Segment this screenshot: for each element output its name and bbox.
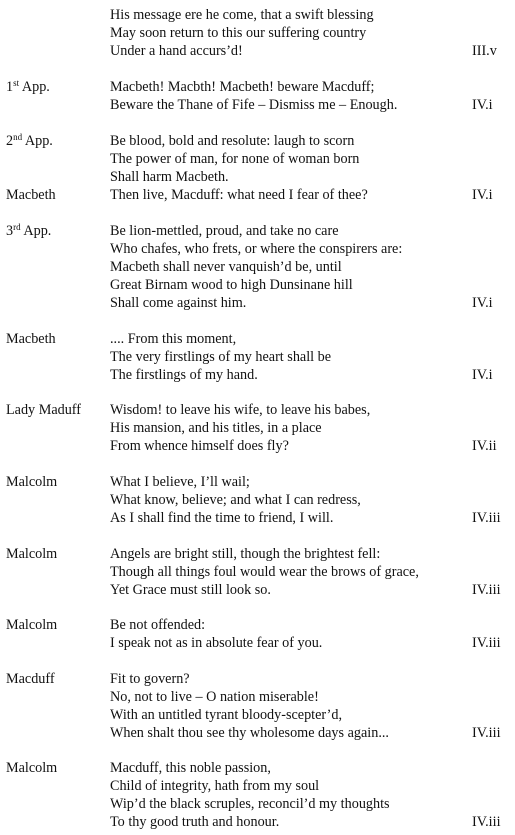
verse-line: Wisdom! to leave his wife, to leave his babes,	[110, 402, 371, 418]
speaker-name: 2nd App.	[6, 132, 53, 149]
verse-line: .... From this moment,	[110, 331, 237, 347]
speaker-name: Macbeth	[6, 187, 56, 203]
speaker-name: Macbeth	[6, 331, 56, 347]
act-scene-ref: IV.ii	[472, 438, 497, 454]
act-scene-ref: IV.i	[472, 97, 493, 113]
verse-line: From whence himself does fly?	[110, 438, 289, 454]
verse-line: Fit to govern?	[110, 671, 190, 687]
act-scene-ref: IV.i	[472, 295, 493, 311]
verse-line: Macduff, this noble passion,	[110, 760, 271, 776]
verse-line: To thy good truth and honour.	[110, 814, 280, 830]
verse-line: Be not offended:	[110, 617, 206, 633]
verse-line: Angels are bright still, though the brightest fell:	[110, 546, 381, 562]
verse-line: May soon return to this our suffering country	[110, 25, 367, 41]
verse-line: Macbeth shall never vanquish’d be, until	[110, 259, 342, 275]
verse-line: No, not to live – O nation miserable!	[110, 689, 319, 705]
verse-line: Be lion-mettled, proud, and take no care	[110, 223, 339, 239]
verse-line: The firstlings of my hand.	[110, 367, 258, 383]
verse-line: Wip’d the black scruples, reconcil’d my thoughts	[110, 796, 390, 812]
verse-line: Though all things foul would wear the brows of grace,	[110, 564, 419, 580]
verse-line: When shalt thou see thy wholesome days again...	[110, 725, 389, 741]
verse-line: His message ere he come, that a swift blessing	[110, 7, 374, 23]
verse-line: With an untitled tyrant bloody-scepter’d,	[110, 707, 343, 723]
speaker-name: 1st App.	[6, 78, 50, 95]
quote-lines	[110, 401, 370, 455]
quote-lines	[110, 759, 390, 831]
verse-line: Shall come against him.	[110, 295, 247, 311]
act-scene-ref: IV.iii	[472, 725, 501, 741]
quote-lines	[110, 330, 331, 384]
act-scene-ref: IV.iii	[472, 582, 501, 598]
verse-line: Who chafes, who frets, or where the conspirers are:	[110, 241, 403, 257]
verse-line: His mansion, and his titles, in a place	[110, 420, 322, 436]
act-scene-ref: III.v	[472, 43, 497, 59]
verse-line: Child of integrity, hath from my soul	[110, 778, 320, 794]
speaker-name: Macduff	[6, 671, 55, 687]
speaker-name: Lady Maduff	[6, 402, 81, 418]
quote-lines	[110, 616, 322, 652]
verse-line: The very firstlings of my heart shall be	[110, 349, 332, 365]
speaker-name: Malcolm	[6, 617, 58, 633]
quote-lines	[110, 222, 402, 312]
speaker-name: Malcolm	[6, 760, 58, 776]
quote-lines	[110, 6, 374, 60]
speaker-name: 3rd App.	[6, 222, 52, 239]
verse-line: Shall harm Macbeth.	[110, 169, 229, 185]
verse-line: As I shall find the time to friend, I will.	[110, 510, 334, 526]
act-scene-ref: IV.i	[472, 187, 493, 203]
verse-line: What know, believe; and what I can redress,	[110, 492, 361, 508]
verse-line: What I believe, I’ll wail;	[110, 474, 250, 490]
speaker-name: Malcolm	[6, 546, 58, 562]
act-scene-ref: IV.iii	[472, 635, 501, 651]
verse-line: Beware the Thane of Fife – Dismiss me – Enough.	[110, 97, 398, 113]
verse-line: Be blood, bold and resolute: laugh to scorn	[110, 133, 355, 149]
act-scene-ref: IV.iii	[472, 510, 501, 526]
verse-line: I speak not as in absolute fear of you.	[110, 635, 323, 651]
verse-line: The power of man, for none of woman born	[110, 151, 360, 167]
verse-line: Under a hand accurs’d!	[110, 43, 243, 59]
verse-line: Yet Grace must still look so.	[110, 582, 271, 598]
verse-line: Then live, Macduff: what need I fear of thee?	[110, 187, 368, 203]
speaker-name: Malcolm	[6, 474, 58, 490]
quote-lines	[110, 132, 359, 186]
quote-lines	[110, 186, 368, 204]
quote-lines	[110, 473, 361, 527]
quote-lines	[110, 78, 397, 114]
verse-line: Great Birnam wood to high Dunsinane hill	[110, 277, 353, 293]
quote-lines	[110, 545, 419, 599]
act-scene-ref: IV.i	[472, 367, 493, 383]
act-scene-ref: IV.iii	[472, 814, 501, 830]
verse-line: Macbeth! Macbth! Macbeth! beware Macduff;	[110, 79, 375, 95]
quote-lines	[110, 670, 389, 742]
